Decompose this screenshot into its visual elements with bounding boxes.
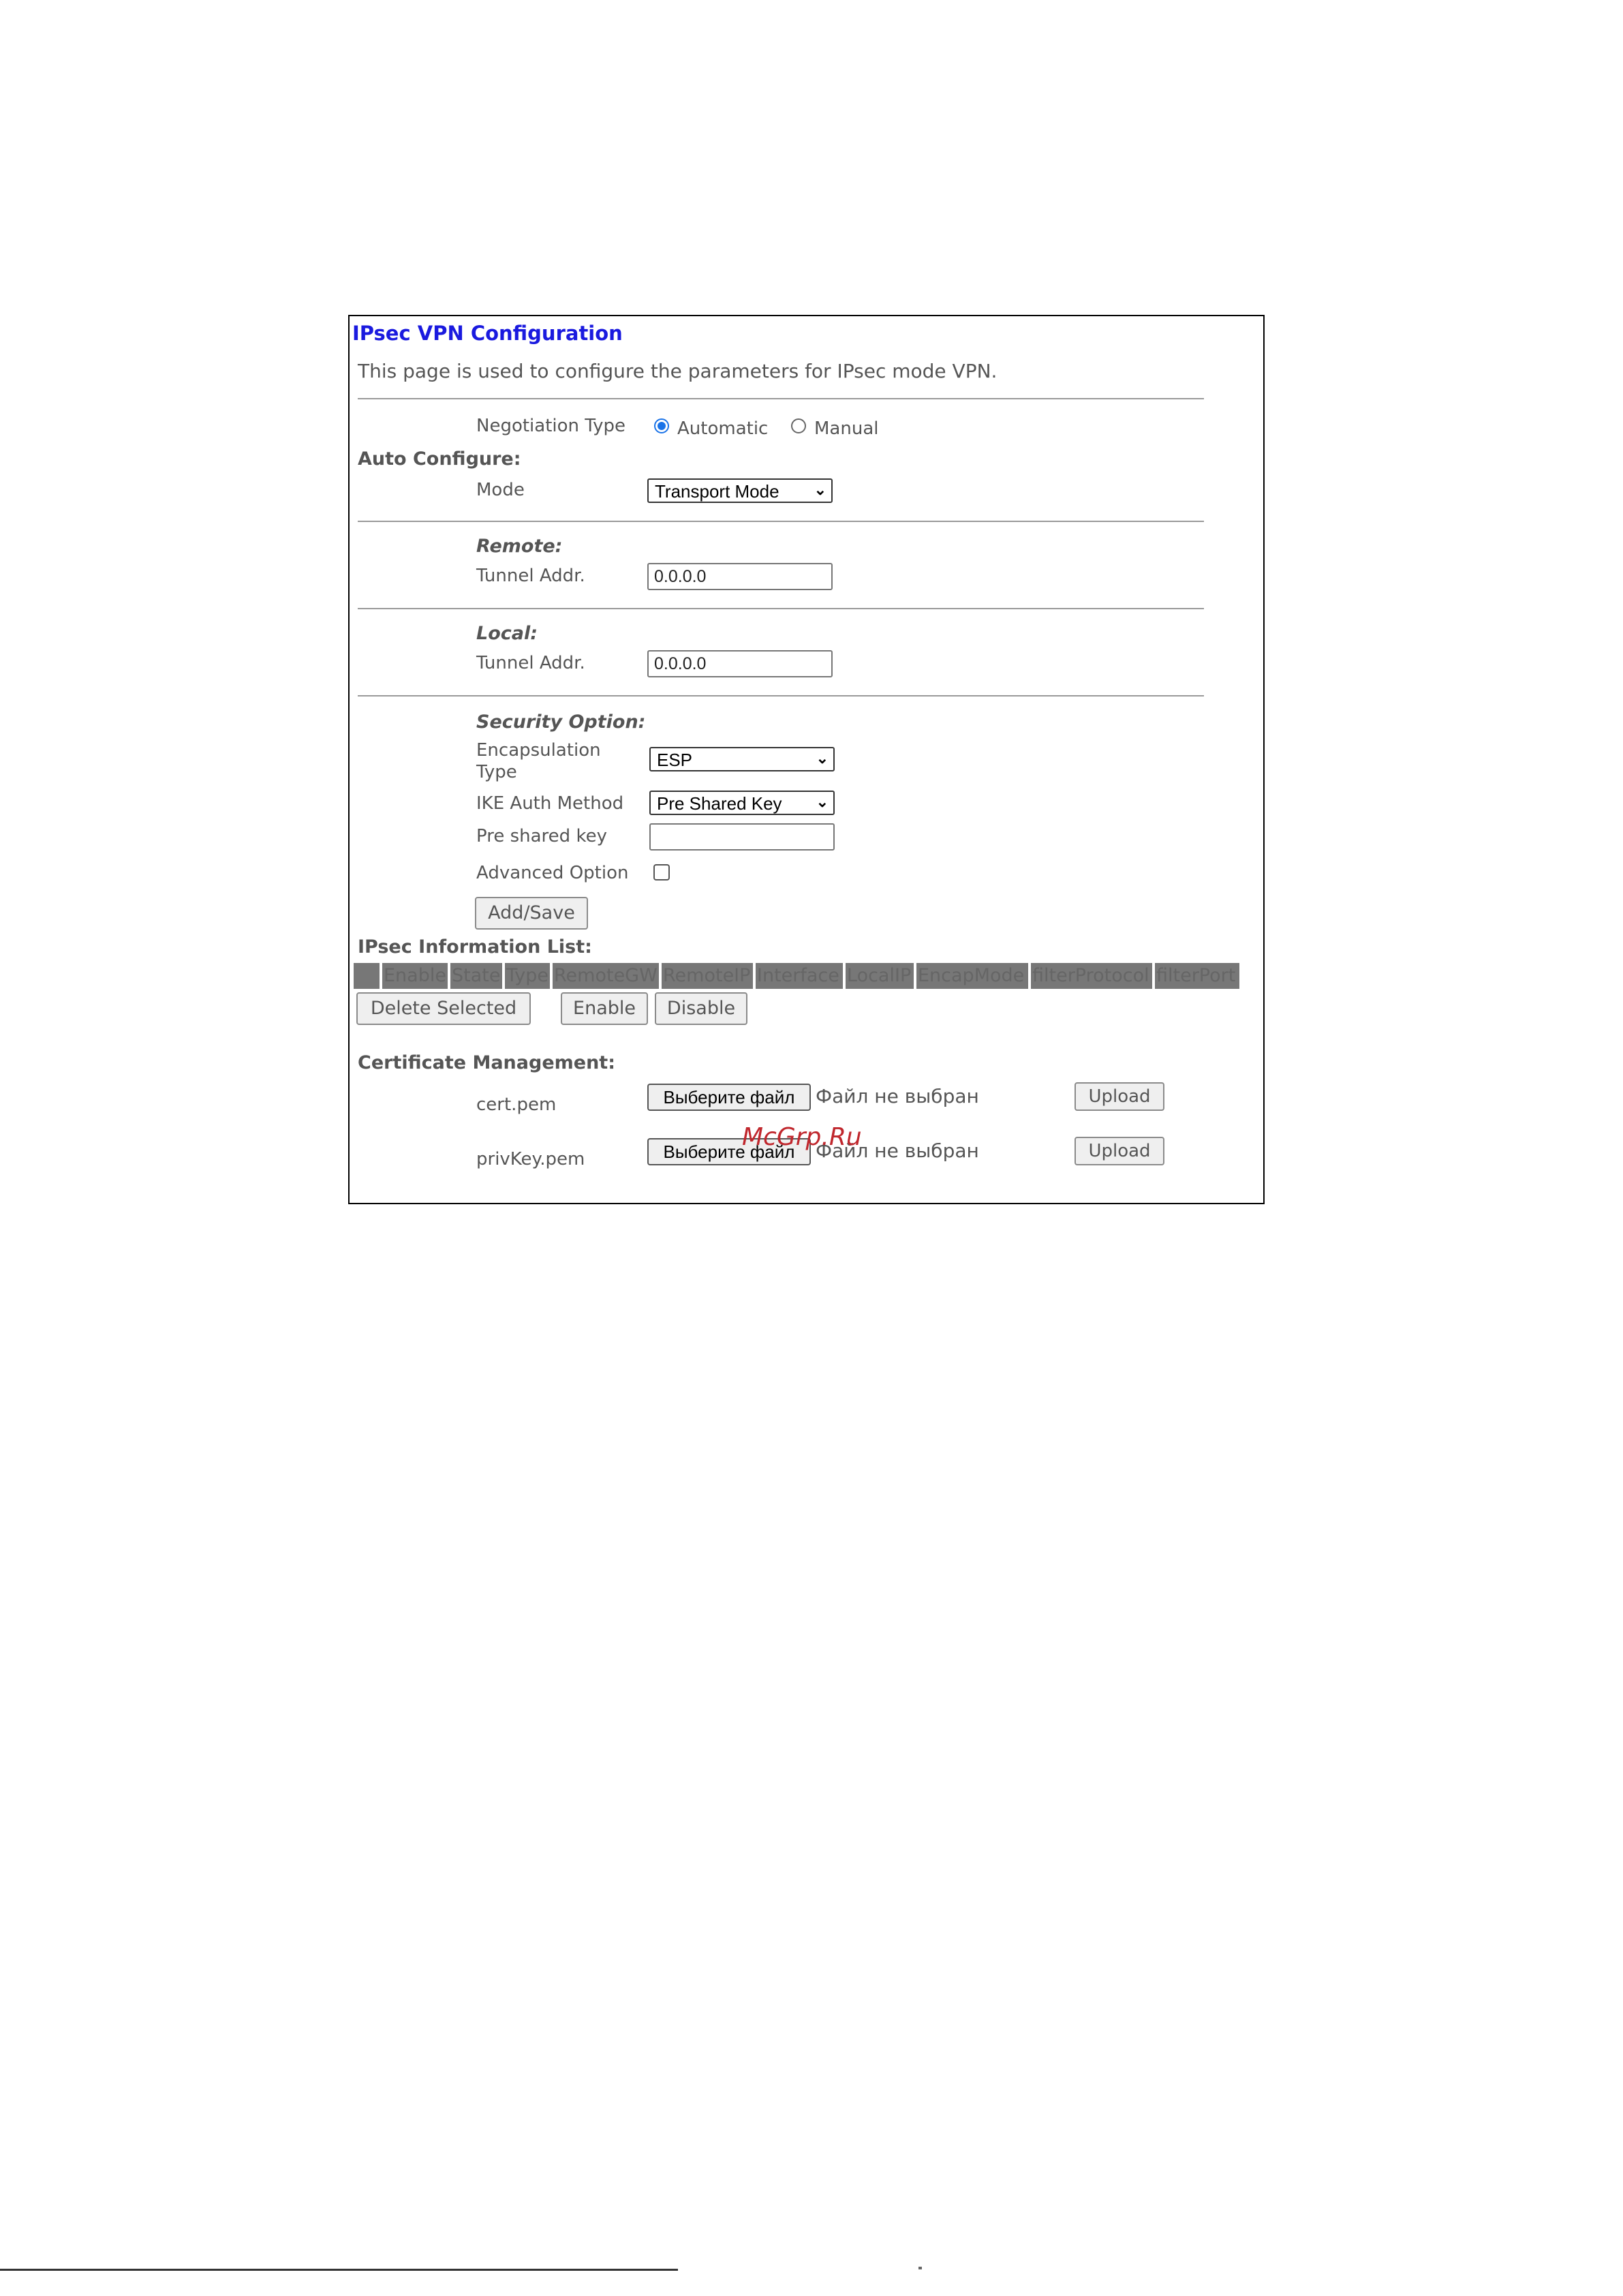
divider xyxy=(358,521,1204,522)
footer-mark xyxy=(918,2267,922,2269)
delete-selected-button[interactable]: Delete Selected xyxy=(356,992,531,1025)
remote-tunnel-label: Tunnel Addr. xyxy=(476,566,585,586)
cert-choose-file-button[interactable]: Выберите файл xyxy=(647,1084,811,1111)
local-heading: Local: xyxy=(476,623,538,644)
disable-button[interactable]: Disable xyxy=(655,992,747,1025)
privkey-choose-file-button[interactable]: Выберите файл xyxy=(647,1138,811,1165)
mode-select[interactable] xyxy=(647,478,833,503)
table-header-state: State xyxy=(450,963,502,989)
encap-label-line2: Type xyxy=(476,762,517,782)
footer-divider xyxy=(0,2269,678,2271)
negotiation-type-label: Negotiation Type xyxy=(476,416,625,436)
table-header-filterport: filterPort xyxy=(1155,963,1239,989)
mode-label: Mode xyxy=(476,480,525,500)
divider xyxy=(358,608,1204,609)
table-header-remoteip: RemoteIP xyxy=(662,963,753,989)
auto-configure-heading: Auto Configure: xyxy=(358,448,521,470)
local-tunnel-input[interactable] xyxy=(647,650,833,677)
privkey-file-label: privKey.pem xyxy=(476,1149,585,1169)
ipsec-list-heading: IPsec Information List: xyxy=(358,936,592,958)
chevron-down-icon: ⌄ xyxy=(814,481,826,498)
table-header-filterprotocol: filterProtocol xyxy=(1031,963,1152,989)
remote-tunnel-value: 0.0.0.0 xyxy=(654,567,707,586)
remote-heading: Remote: xyxy=(476,536,563,557)
watermark: McGrp.Ru xyxy=(742,1123,862,1151)
ike-select-value: Pre Shared Key xyxy=(657,793,782,814)
cert-file-status: Файл не выбран xyxy=(816,1085,979,1107)
psk-label: Pre shared key xyxy=(476,826,607,846)
divider xyxy=(358,695,1204,697)
radio-manual[interactable] xyxy=(791,418,806,433)
security-heading: Security Option: xyxy=(476,711,646,733)
mode-select-value: Transport Mode xyxy=(655,481,779,502)
ipsec-config-panel xyxy=(348,315,1265,1204)
privkey-file-status: Файл не выбран xyxy=(816,1139,979,1162)
table-header-localip: LocalIP xyxy=(846,963,914,989)
radio-automatic[interactable] xyxy=(654,418,669,433)
table-header-remotegw: RemoteGW xyxy=(553,963,659,989)
table-header-encapmode: EncapMode xyxy=(916,963,1028,989)
table-header-enable: Enable xyxy=(382,963,448,989)
encap-select-value: ESP xyxy=(657,750,693,770)
radio-automatic-label[interactable]: Automatic xyxy=(677,418,769,439)
chevron-down-icon: ⌄ xyxy=(816,793,829,810)
ike-auth-label: IKE Auth Method xyxy=(476,793,624,814)
enable-button[interactable]: Enable xyxy=(561,992,648,1025)
add-save-button[interactable]: Add/Save xyxy=(475,897,588,930)
encapsulation-select[interactable] xyxy=(649,747,835,771)
table-header-type: Type xyxy=(505,963,550,989)
divider xyxy=(358,398,1204,399)
advanced-option-checkbox[interactable] xyxy=(653,864,670,881)
remote-tunnel-input[interactable] xyxy=(647,563,833,590)
local-tunnel-value: 0.0.0.0 xyxy=(654,654,707,673)
local-tunnel-label: Tunnel Addr. xyxy=(476,653,585,673)
cert-file-label: cert.pem xyxy=(476,1095,557,1115)
cert-upload-button[interactable]: Upload xyxy=(1075,1082,1164,1111)
encap-label-line1: Encapsulation xyxy=(476,740,601,761)
table-header-interface: Interface xyxy=(756,963,843,989)
advanced-option-label: Advanced Option xyxy=(476,863,629,883)
certificate-management-heading: Certificate Management: xyxy=(358,1052,615,1073)
privkey-upload-button[interactable]: Upload xyxy=(1075,1137,1164,1165)
page-title: IPsec VPN Configuration xyxy=(352,322,623,345)
radio-manual-label[interactable]: Manual xyxy=(814,418,879,439)
chevron-down-icon: ⌄ xyxy=(816,750,829,767)
table-header-select xyxy=(354,963,380,989)
psk-input[interactable] xyxy=(649,823,835,851)
ike-auth-select[interactable] xyxy=(649,791,835,815)
page-description: This page is used to configure the parameters for IPsec mode VPN. xyxy=(358,360,998,382)
